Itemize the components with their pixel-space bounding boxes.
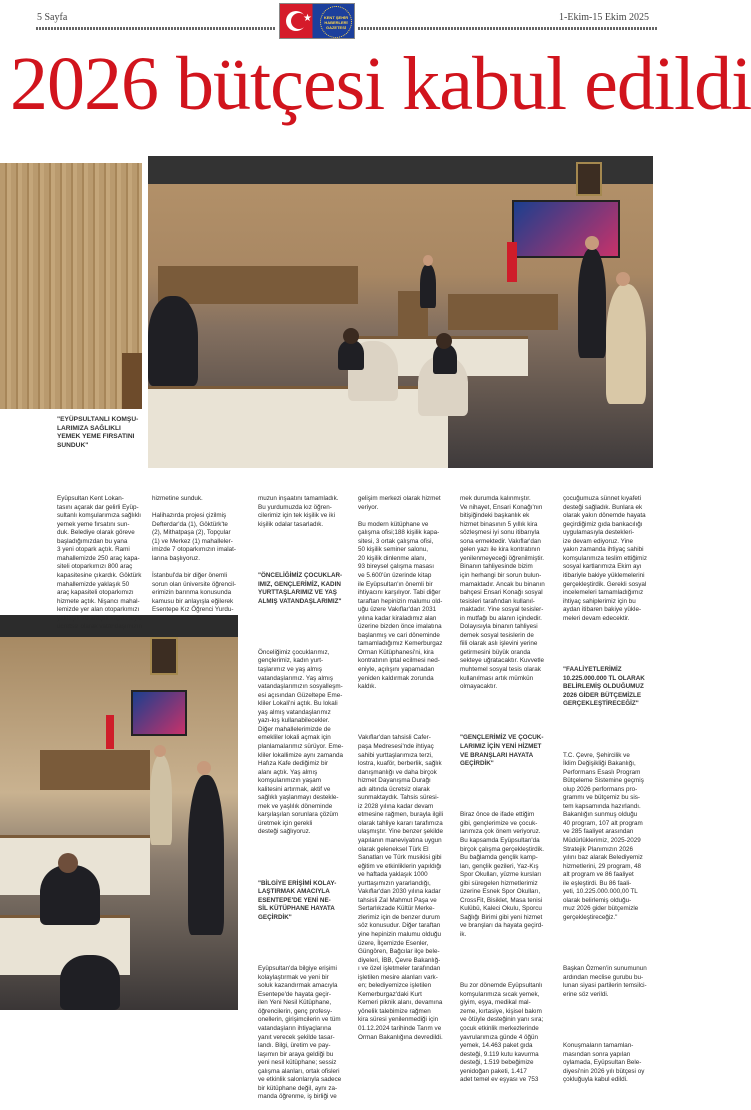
presentation-screen xyxy=(131,690,187,736)
council-meeting-photo xyxy=(148,156,653,468)
subheading-library: "BİLGİYE ERİŞİMİ KOLAY- LAŞTIRMAK AMACIYLA ESENTEPE'DE YENİ NE- SİL KÜTÜPHANE HAYATA GEÇİRDİK" xyxy=(258,879,337,921)
issue-date: 1-Ekim-15 Ekim 2025 xyxy=(559,12,649,23)
column-1a: Eyüpsultan Kent Lokan- tasını açarak dar gelirli Eyüp- sultanlı komşularımıza sağlıklı yemek yeme fırsatını sun- duk. Belediye olarak göreve başladığımızdan bu yana 3 yeni otopark açtık. Rami mahallemizde 250 araç kapa- siteli otoparkımızı 800 araç kapasitesine çıkardık. Göktürk mahallemizde yaklaşık 50 araç kapasiteli otoparkımızı hizmete açtık. Nişancı mahal- lemizde yer alan otoparkımızı yaklaşık 70 araçlık kapasiteyle ücretsiz olarak vatandaşımızın xyxy=(57,495,143,631)
column-2a: hizmetine sunduk. Halihazırda projesi çizilmiş Defterdar'da (1), Göktürk'te (2), Mithatpaşa (2), Topçular (1) ve Merkez (1) mahalleler- imizde 7 otoparkımızın imalat- larına başlıyoruz. İstanbul'da bir diğer önemli sorun olan üniversite öğrencil- erimizin barınma konusunda kamusu bir anlayışla eğilerek Esentepe Kız Öğrenci Yurdu- xyxy=(152,495,237,614)
subheading-priorities: "ÖNCELİĞİMİZ ÇOCUKLAR- IMIZ, GENÇLERİMİZ, KADIN YURTTAŞLARIMIZ VE YAŞ ALMIŞ VATANDAŞLARIMIZ" xyxy=(258,572,343,605)
meeting-table xyxy=(148,386,448,468)
header-rule-right xyxy=(358,27,658,30)
page-header xyxy=(0,0,701,40)
subheading-youth: "GENÇLERİMİZ VE ÇOCUK- LARIMIZ İÇİN YENİ HİZMET VE BRANŞLARI HAYATA GEÇİRDİK" xyxy=(460,734,544,768)
column-2b: muzun inşaatını tamamladık. Bu yurdumuzda kız öğren- cilerimiz için tek kişilik ve iki kişilik odalar tasarladık. "ÖNCELİĞİMİZ ÇOCUKLAR- IMIZ, GENÇLERİMİZ, KADIN YURTTAŞLARIMIZ VE YAŞ ALMIŞ VATANDAŞLARIMIZ" Önceliğimiz çocuklarımız, gençlerimiz, kadın yurt- taşlarımız ve yaş almış vatandaşlarımız. Yaş almış vatandaşlarımızın sosyalleşm- esi açısından Güzeltepe Eme- kliler Lokali'ni açtık. Bu lokali yaş almış vatandaşlarımız yazı-kış kullanabilecekler. Diğer mahallelerimizde de emekliler lokali açmak için planlamalarımız sürüyor. Eme- kliler lokallimize aynı zamanda Hafıza Kafe dediğimiz bir alanı açtık. Yaş almış komşularımızın yaşam kalitesini artırmak, aktif ve sağlıklı yaşlanmayı destekle- mek ve yaşlılık döneminde karşılaşılan sorunlara çözüm üretmek için gerekli desteği sağlıyoruz. "BİLGİYE ERİŞİMİ KOLAY- LAŞTIRMAK AMACIYLA ESENTEPE'DE YENİ NE- SİL KÜTÜPHANE HAYATA GEÇİRDİK" Eyüpsultan'da bilgiye erişimi kolaylaştırmak ve yeni bir soluk kazandırmak amacıyla Esentepe'de hayata geçir- ilen Yeni Nesil Kütüphane, öğrencilerin, genç profesy- onellerin, girişimcilerin ve tüm vatandaşların ihtiyaçlarına yanıt verecek şekilde tasar- landı. Bilgi, üretim ve pay- laşımın bir araya geldiği bu yeni nesil kütüphane; sessiz çalışma alanları, ortak ofisleri ve etkinlik salonlarıyla sadece bir kütüphane değil, aynı za- manda öğrenme, iş birliği ve xyxy=(258,478,356,1110)
office-photo-left xyxy=(0,163,142,409)
portrait-frame xyxy=(150,637,178,675)
newspaper-logo xyxy=(279,3,355,39)
header-rule-left xyxy=(36,27,276,30)
council-session-photo xyxy=(0,615,238,1010)
presentation-screen xyxy=(512,200,620,258)
column-3: gelişim merkezi olarak hizmet veriyor. Bu modern kütüphane ve çalışma ofisi;188 kişilik kapa- sitesi, 3 ortak çalışma ofisi, 50 kişilik seminer salonu, 20 kişilik dinlenme alanı, 93 bireysel çalışma masası ve 5.600'ün üzerinde kitap ile Eyüpsultan'ın önemli bir ihtiyacını karşılıyor. Tabi diğer taraftan hepinizin malumu old- uğu üzere Vakıflar'dan 2031 yılına kadar kiraladımız alan üzerine bizden önce imalatına başlanmış ve cari döneminde tamamladığımız Kemerburgaz Orman Kütüphanesi'ni, kira kontratının iptal ecilmesi ned- eniyle, açılışını yapamadan yeniden kaldırmak zorunda kaldık. Vakıflar'dan tahsisli Cafer- paşa Medresesi'nde ihtiyaç sahibi yurttaşlarımıza terzi, lostra, kuaför, berberlik, sağlık danışmanlığı ve daha birçok hizmet Dayanışma Durağı adı altında ücretsiz olarak sunmaktaydık. Tahsis süresi- iz 2028 yılına kadar devam etmesine rağmen, burayla ilgili olarak tahliye kararı tarafımıza ulaşmıştır. Yine benzer şekilde yapılanın maneviyatına uygun olarak geleneksel Türk El Sanatları ve Türk musikisi gibi eğitim ve etkinliklerin yapıldığı ve haftada yaklaşık 1000 yurttaşımızın yararlandığı, Vakıflar'dan 2030 yılına kadar tahsisli Zal Mahmut Paşa ve Sertarlıkzade Kültür Merke- zlerimiz için de benzer durum söz konusudur. Diğer taraftan yine hepinizin malumu olduğu üzere, İlçemizde Esenler, Güngören, Bağcılar ilçe bele- diyeleri, İBB, Çevre Bakanlığ- ı ve özel işletmeler tarafından işletilen mesire alanları vark- en; belediyemizce işletilen Kemerburgaz'daki Kurt Kemeri piknik alanı, devamına yönelik talebimize rağmen kira süresi yenilenmediği için 01.12.2024 tarihinde Tarım ve Orman Bakanlığına devredildi. xyxy=(358,495,444,1041)
column-4: mek durumda kalınmıştır. Ve nihayet, Ensari Konağı'nın bitişiğindeki başkanlık ek hizmet binasının 5 yıllık kira sözleşmesi iyi sonu itibarıyla sona ermektedir. Vakıflar'dan gelen yazı ile kira kontratının yenilenmeyeceği öğrenilmiştir. Binanın tahliyesinde bizim için herhangi bir sorun bulun- mamaktadır. Ancak bu binanın bahçesi Ensari Konağı sosyal tesisleri tarafından kullanıl- maktadır. Yine sosyal tesisler- in mutfağı bu alanın içindedir. Dolayısıyla binanın tahliyesi demek sosyal tesislerin de fiili olarak aslı işlevini yerine getirmesini büyük oranda sekteye uğratacaktır. Kuvvetle muhtemel sosyal tesis olarak kullanılması artık mümkün olmayacaktır. "GENÇLERİMİZ VE ÇOCUK- LARIMIZ İÇİN YENİ HİZMET VE BRANŞLARI HAYATA GEÇİRDİK" Biraz önce de ifade ettiğim gibi, gençlerimize ve çocuk- larımıza çok önem veriyoruz. Bu kapsamda Eyüpsultan'da birçok çalışma gerçekleştirdik. Bu bağlamda gençlik kamp- ları, gençlik gezileri, Yaz-Kış Spor Okulları, yüzme kursları gibi süregelen hizmetlerimiz üzerine Esnek Spor Okulları, CrossFit, Bisiklet, Masa tenisi Kulübü, Kaleci Okulu, Sporcu Sağlığı Birimi gibi yeni hizmet ve branşları da hayata geçird- ik. Bu zor dönemde Eyüpsultanlı komşularımıza sıcak yemek, giyim, eşya, medikal mal- zeme, kırtasiye, kişisel bakım ve ötüyle desteğinin yanı sıra; çocuk etkinlik merkezlerinde yavrularımıza günde 4 öğün yemek, 14.463 paket gıda desteği, 9.119 kutu kavurma desteği, 1.519 bebeğimize yenidoğan paketi, 1.417 adet temel ev eşyası ve 753 xyxy=(460,478,560,1093)
page-number: 5 Sayfa xyxy=(37,12,68,23)
logo-text: KENT ŞEHİR HABERLERİ GAZETESİ xyxy=(323,15,349,30)
star-icon: ★ xyxy=(303,13,312,24)
turkish-flag xyxy=(507,242,517,282)
turkish-flag xyxy=(106,715,114,749)
subheading-budget: "FAALİYETLERİMİZ 10.225.000.000 TL OLARAK BELİRLEMİŞ OLDUĞUMUZ 2026 GİDER BÜTÇEMİZLE GERÇEKLEŞTİRECEĞİZ" xyxy=(563,666,645,708)
headline: 2026 bütçesi kabul edildi xyxy=(10,42,751,126)
column-5: çocuğumuza sünnet kıyafeti desteği sağladık. Bunlara ek olarak yakın dönemde hayata geçirdiğimiz gıda bankacılığı uygulamasıyla destekleri- ize devam ediyoruz. Yine yakın zamanda ihtiyaç sahibi komşularımıza teslim ettiğimiz sosyal kartlarımıza Ekim ayı itibariyle bakiye yüklemelerini gerçekleştirdik. Gerekli sosyal incelemeleri tamamladığımız ihtiyaç sahiplerimiz için bu aydan itibaren bakiye yükle- meleri devam edecektir. "FAALİYETLERİMİZ 10.225.000.000 TL OLARAK BELİRLEMİŞ OLDUĞUMUZ 2026 GİDER BÜTÇEMİZLE GERÇEKLEŞTİRECEĞİZ" T.C. Çevre, Şehircilik ve İklim Değişikliği Bakanlığı, Performans Esaslı Program Bütçeleme Sistemine geçmiş olup 2026 performans pro- grammı ve bütçemiz bu sis- tem kapsamında hazırlandı. Bakanlığın sunmuş olduğu 40 program, 107 alt program ve 285 faaliyet arasından Müdürlüklerimiz, 2025-2029 Stratejik Planımızın 2026 yılını baz alarak Belediyemiz hizmetlerini, 29 program, 48 alt program ve 86 faaliyet ile eşleştirdi. Bu 86 faali- yeti, 10.225.000.000,00 TL olarak belirlemiş olduğu- muz 2026 gider bütçemizle gerçekleştireceğiz." Başkan Özmen'in sunumunun ardından meclise gurubu bu- lunan siyasi partilerin temsilci- erine söz verildi. Konuşmaların tamamlan- masından sonra yapılan oylamada, Eyüpsultan Bele- diyesi'nin 2026 yılı bütçesi oy çokluğuyla kabul edildi. xyxy=(563,478,673,1093)
portrait-frame xyxy=(576,162,602,196)
photo-caption: "EYÜPSULTANLI KOMŞU- LARIMIZA SAĞLIKLI YEMEK YEME FIRSATINI SUNDUK" xyxy=(57,416,139,449)
